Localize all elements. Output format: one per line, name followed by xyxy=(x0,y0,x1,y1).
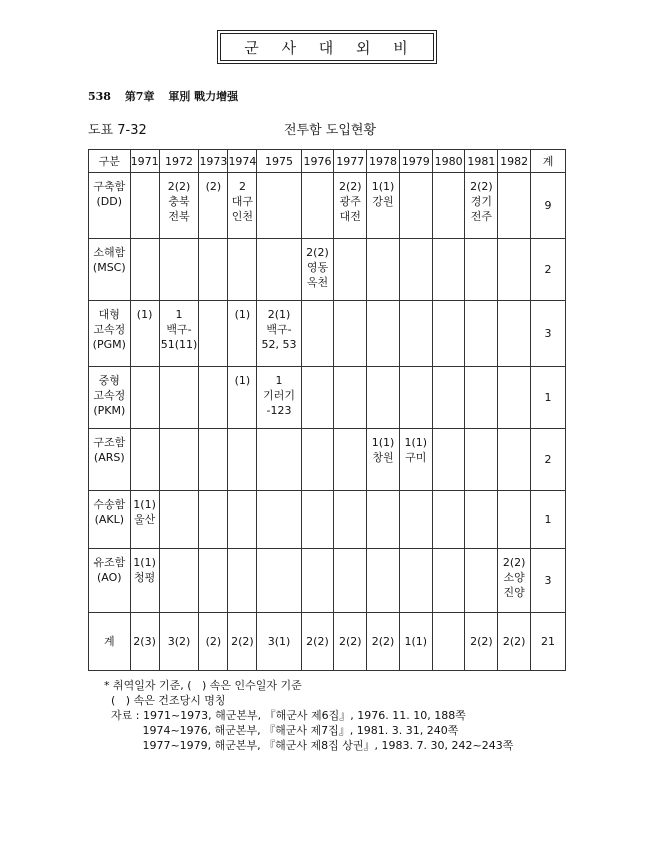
table-cell xyxy=(228,239,257,301)
column-header: 1976 xyxy=(301,150,334,173)
column-header: 1975 xyxy=(257,150,301,173)
table-cell xyxy=(228,549,257,613)
table-cell: 1(1) 창원 xyxy=(367,429,400,491)
table-cell xyxy=(399,549,432,613)
table-cell xyxy=(257,491,301,549)
classification-title: 군 사 대 외 비 xyxy=(217,30,437,64)
table-row xyxy=(89,239,566,301)
table-cell xyxy=(130,367,159,429)
table-cell xyxy=(130,173,159,239)
table-cell: 1 기러기 -123 xyxy=(257,367,301,429)
table-cell xyxy=(301,429,334,491)
table-cell: 3(1) xyxy=(257,613,301,671)
table-cell: 2(2) xyxy=(228,613,257,671)
table-cell xyxy=(199,367,228,429)
table-cell xyxy=(257,549,301,613)
table-cell xyxy=(465,491,498,549)
table-cell xyxy=(199,429,228,491)
table-row xyxy=(89,429,566,491)
table-cell xyxy=(301,367,334,429)
column-header: 1974 xyxy=(228,150,257,173)
table-cell: 2(2) 광주 대전 xyxy=(334,173,367,239)
row-total: 21 xyxy=(531,613,566,671)
table-cell: 1 백구- 51(11) xyxy=(159,301,199,367)
row-label: 소해함 (MSC) xyxy=(89,239,131,301)
table-cell xyxy=(367,367,400,429)
table-cell xyxy=(498,173,531,239)
row-label: 수송함 (AKL) xyxy=(89,491,131,549)
table-cell xyxy=(367,301,400,367)
column-header: 1979 xyxy=(399,150,432,173)
table-cell xyxy=(159,367,199,429)
table-cell xyxy=(301,491,334,549)
table-cell xyxy=(130,429,159,491)
table-cell xyxy=(257,239,301,301)
table-cell xyxy=(399,173,432,239)
column-header: 1978 xyxy=(367,150,400,173)
table-row xyxy=(89,173,566,239)
table-cell xyxy=(301,301,334,367)
table-cell xyxy=(399,367,432,429)
row-label: 구축함 (DD) xyxy=(89,173,131,239)
table-cell xyxy=(130,239,159,301)
table-cell: 2(1) 백구- 52, 53 xyxy=(257,301,301,367)
table-cell xyxy=(498,367,531,429)
note-line: 자료 : 1971~1973, 해군본부, 『해군사 제6집』, 1976. 11. 10, 188쪽 xyxy=(104,709,466,722)
table-cell xyxy=(301,173,334,239)
table-cell xyxy=(367,239,400,301)
table-cell xyxy=(465,549,498,613)
table-cell: 2(3) xyxy=(130,613,159,671)
table-cell: 2(2) 충북 전북 xyxy=(159,173,199,239)
table-cell xyxy=(465,239,498,301)
note-line: * 취역일자 기준, ( ) 속은 인수일자 기준 xyxy=(104,679,302,692)
table-cell xyxy=(432,173,465,239)
table-cell: 2(2) 영동 옥천 xyxy=(301,239,334,301)
table-cell xyxy=(257,429,301,491)
table-cell xyxy=(159,239,199,301)
table-cell xyxy=(432,491,465,549)
row-label: 계 xyxy=(89,613,131,671)
table-cell xyxy=(498,491,531,549)
table-cell: 1(1) 청평 xyxy=(130,549,159,613)
figure-title: 전투함 도입현황 xyxy=(284,123,377,138)
row-total: 3 xyxy=(531,549,566,613)
sum-row xyxy=(89,613,566,671)
table-cell xyxy=(399,491,432,549)
table-cell xyxy=(498,301,531,367)
table-cell: (1) xyxy=(228,367,257,429)
table-cell: (2) xyxy=(199,173,228,239)
table-cell xyxy=(432,301,465,367)
row-label: 구조함 (ARS) xyxy=(89,429,131,491)
row-label: 중형 고속정 (PKM) xyxy=(89,367,131,429)
table-cell xyxy=(159,429,199,491)
figure-label: 도표 7-32 xyxy=(88,123,147,138)
table-cell: 1(1) 강원 xyxy=(367,173,400,239)
row-total: 2 xyxy=(531,429,566,491)
table-cell xyxy=(498,429,531,491)
table-row xyxy=(89,491,566,549)
table-cell: 2(2) 경기 전주 xyxy=(465,173,498,239)
table-row xyxy=(89,301,566,367)
table-cell: 1(1) 구미 xyxy=(399,429,432,491)
column-header: 1973 xyxy=(199,150,228,173)
row-total: 1 xyxy=(531,367,566,429)
running-header xyxy=(88,88,248,104)
table-cell xyxy=(399,301,432,367)
table-cell xyxy=(228,491,257,549)
table-cell xyxy=(159,549,199,613)
table-cell xyxy=(199,301,228,367)
table-cell: 2(2) 소양 진양 xyxy=(498,549,531,613)
table-cell: 2(2) xyxy=(367,613,400,671)
page-number: 538 xyxy=(88,90,111,103)
section: 軍別 戰力增强 xyxy=(168,90,239,103)
table-cell: 2(2) xyxy=(334,613,367,671)
table-cell xyxy=(334,239,367,301)
row-total: 2 xyxy=(531,239,566,301)
table-cell xyxy=(199,549,228,613)
table-cell xyxy=(367,491,400,549)
row-total: 1 xyxy=(531,491,566,549)
table-cell xyxy=(498,239,531,301)
table-cell xyxy=(432,549,465,613)
row-total: 9 xyxy=(531,173,566,239)
footnotes xyxy=(104,678,513,753)
table-cell xyxy=(465,367,498,429)
row-total: 3 xyxy=(531,301,566,367)
table-cell xyxy=(367,549,400,613)
table-cell xyxy=(301,549,334,613)
table-cell xyxy=(199,491,228,549)
table-cell xyxy=(465,429,498,491)
column-header: 1972 xyxy=(159,150,199,173)
column-header: 1981 xyxy=(465,150,498,173)
table-cell: 2(2) xyxy=(465,613,498,671)
note-line: 1977~1979, 해군본부, 『해군사 제8집 상권』, 1983. 7. 30, 242~243쪽 xyxy=(104,739,514,752)
table-cell xyxy=(432,613,465,671)
note-line: ( ) 속은 건조당시 명칭 xyxy=(104,694,226,707)
table-cell xyxy=(334,429,367,491)
row-label: 유조함 (AO) xyxy=(89,549,131,613)
table-cell xyxy=(334,367,367,429)
table-cell: (1) xyxy=(228,301,257,367)
table-cell xyxy=(257,173,301,239)
table-cell xyxy=(228,429,257,491)
ship-introduction-table xyxy=(88,149,566,671)
table-header-row xyxy=(89,150,566,173)
table-cell: (1) xyxy=(130,301,159,367)
note-line: 1974~1976, 해군본부, 『해군사 제7집』, 1981. 3. 31, 240쪽 xyxy=(104,724,459,737)
chapter: 第7章 xyxy=(124,90,155,103)
column-header: 구분 xyxy=(89,150,131,173)
table-cell xyxy=(334,301,367,367)
table-cell xyxy=(432,239,465,301)
column-header: 계 xyxy=(531,150,566,173)
table-cell xyxy=(334,549,367,613)
table-cell: 3(2) xyxy=(159,613,199,671)
table-cell: 1(1) 울산 xyxy=(130,491,159,549)
table-row xyxy=(89,367,566,429)
table-cell xyxy=(399,239,432,301)
table-cell: 2(2) xyxy=(301,613,334,671)
table-cell xyxy=(432,367,465,429)
table-cell: 1(1) xyxy=(399,613,432,671)
table-cell xyxy=(199,239,228,301)
table-cell xyxy=(159,491,199,549)
column-header: 1982 xyxy=(498,150,531,173)
table-cell: (2) xyxy=(199,613,228,671)
table-cell xyxy=(334,491,367,549)
row-label: 대형 고속정 (PGM) xyxy=(89,301,131,367)
column-header: 1977 xyxy=(334,150,367,173)
table-cell xyxy=(465,301,498,367)
table-row xyxy=(89,549,566,613)
table-cell: 2(2) xyxy=(498,613,531,671)
column-header: 1980 xyxy=(432,150,465,173)
table-cell: 2 대구 인천 xyxy=(228,173,257,239)
table-cell xyxy=(432,429,465,491)
column-header: 1971 xyxy=(130,150,159,173)
